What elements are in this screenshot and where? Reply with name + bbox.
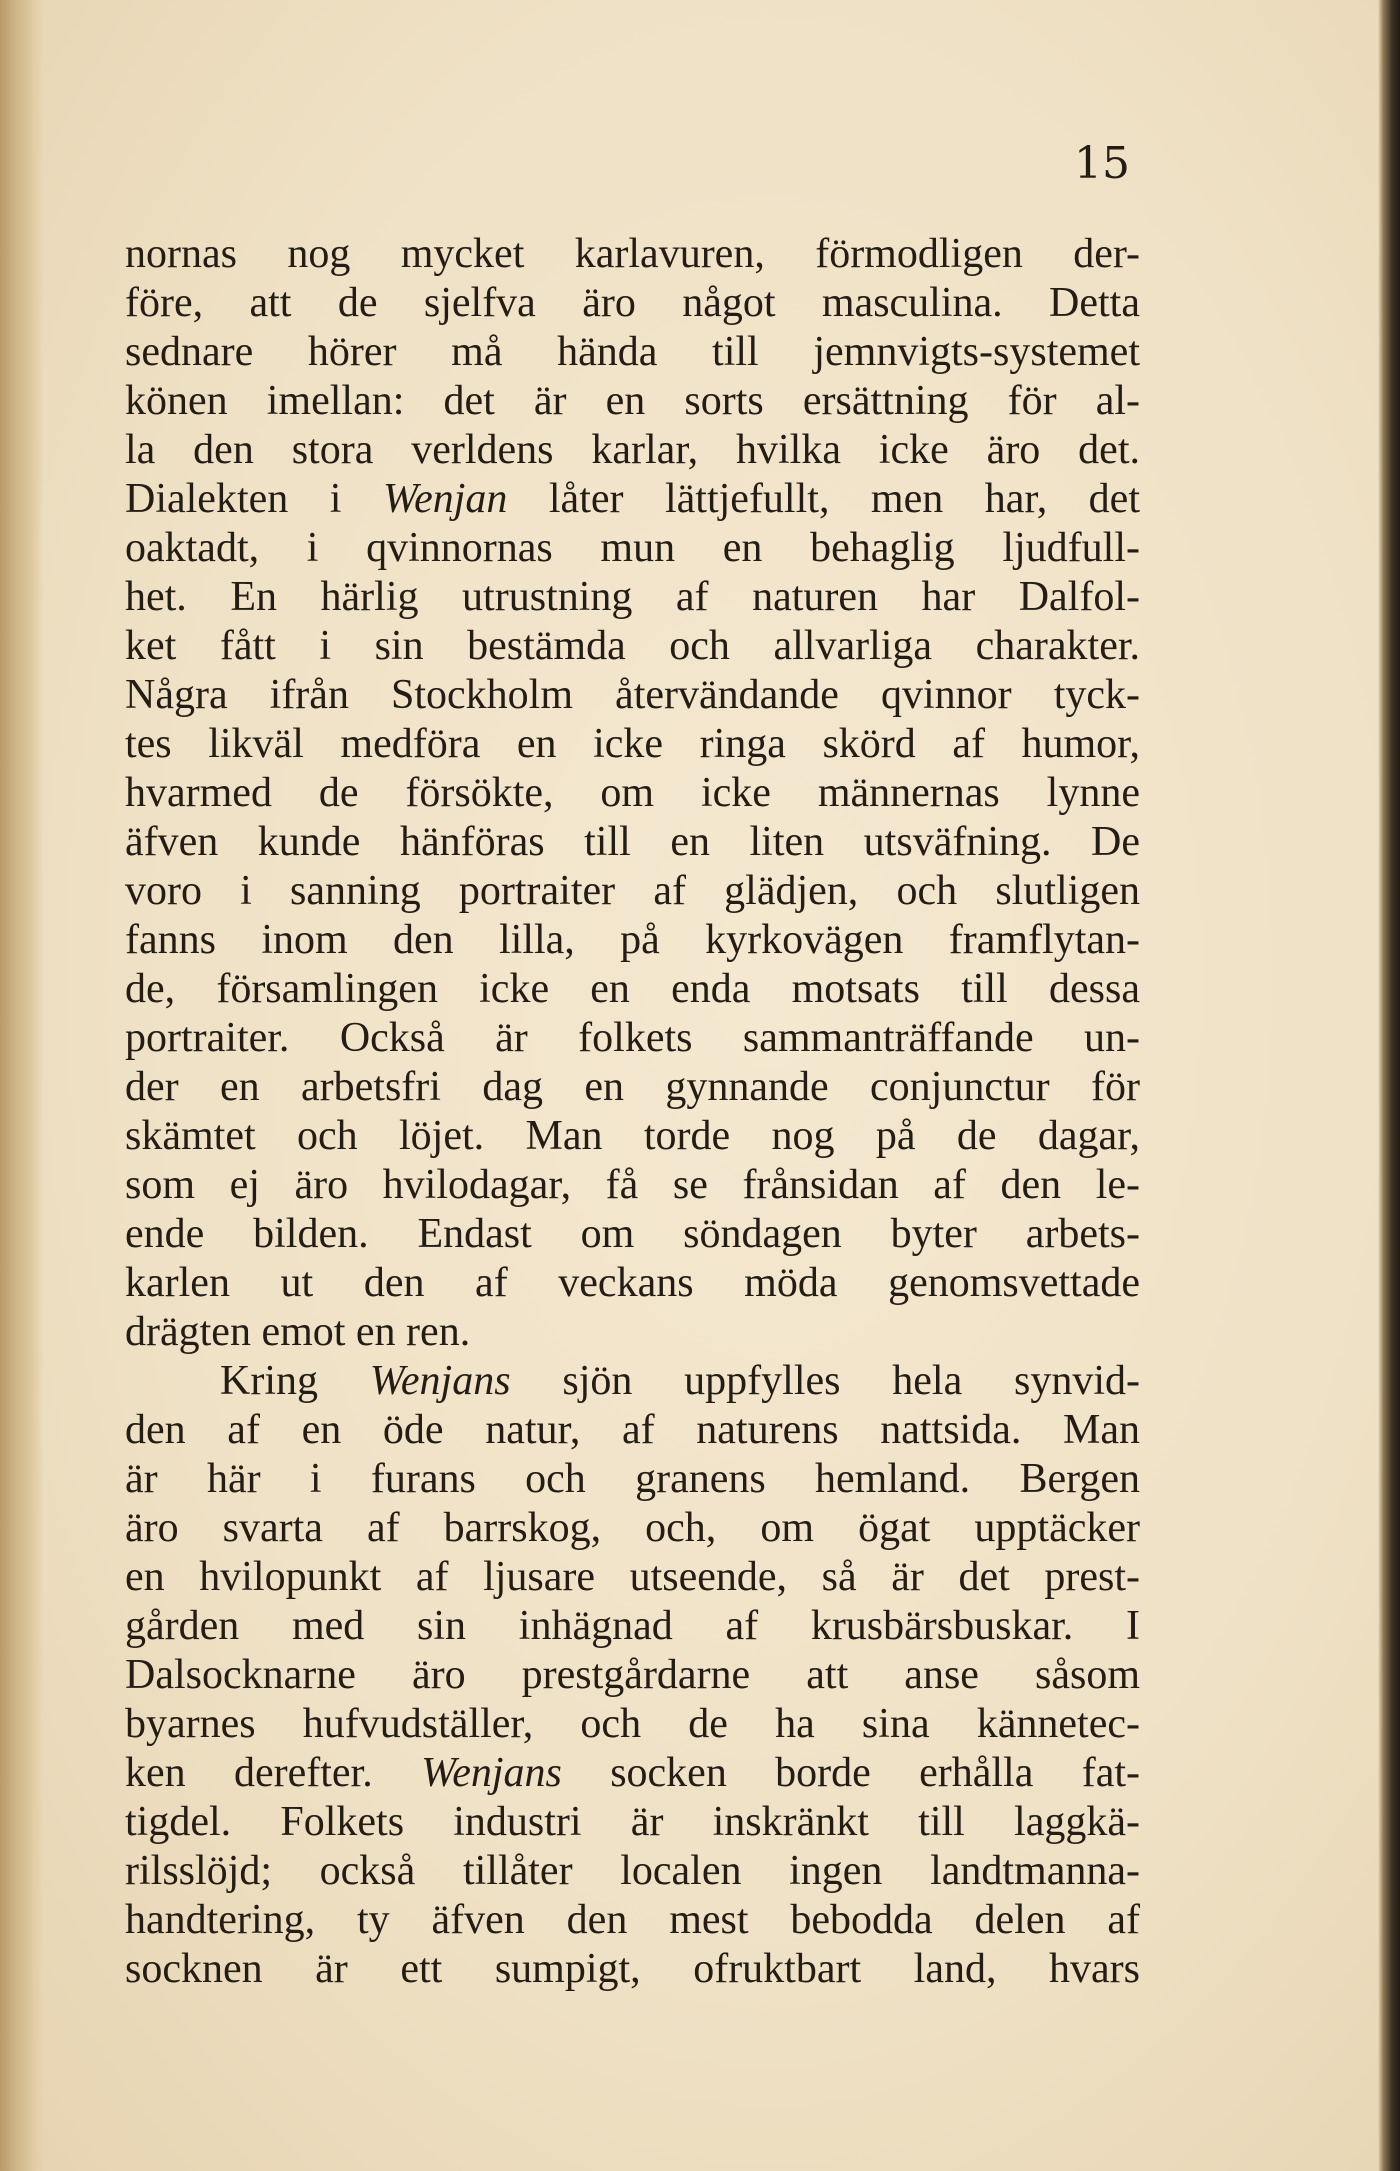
text-line	[125, 1798, 1140, 1847]
binding-gutter	[0, 0, 44, 2171]
text-line	[125, 1161, 1140, 1210]
page-edge-shadow	[1378, 0, 1400, 2171]
text-line	[125, 965, 1140, 1014]
text-line	[125, 1063, 1140, 1112]
text-line	[125, 671, 1140, 720]
text-segment: portraiter. Också är folkets sammanträffande un-	[125, 1015, 1140, 1061]
text-segment: ende bilden. Endast om söndagen byter arbets-	[125, 1211, 1140, 1257]
text-segment: nornas nog mycket karlavuren, förmodligen der-	[125, 231, 1140, 277]
text-segment: Kring	[220, 1358, 370, 1404]
text-segment: könen imellan: det är en sorts ersättning för al-	[125, 378, 1140, 424]
text-segment: Dialekten i	[125, 476, 383, 522]
text-segment: la den stora verldens karlar, hvilka icke äro det.	[125, 427, 1140, 473]
text-segment: sjön uppfylles hela synvid-	[510, 1358, 1140, 1404]
text-line	[125, 475, 1140, 524]
text-line	[125, 1112, 1140, 1161]
text-segment: före, att de sjelfva äro något masculina. Detta	[125, 280, 1140, 326]
text-segment: handtering, ty äfven den mest bebodda delen af	[125, 1897, 1140, 1943]
text-segment: äfven kunde hänföras till en liten utsväfning. De	[125, 819, 1140, 865]
text-line	[125, 1700, 1140, 1749]
text-line	[125, 230, 1140, 279]
text-line	[125, 377, 1140, 426]
text-segment: fanns inom den lilla, på kyrkovägen framflytan-	[125, 917, 1140, 963]
text-segment: sednare hörer må hända till jemnvigts-systemet	[125, 329, 1140, 375]
text-segment: karlen ut den af veckans möda genomsvettade	[125, 1260, 1140, 1306]
italic-place-name: Wenjans	[369, 1358, 511, 1404]
page-number: 15	[1074, 138, 1130, 189]
text-segment: Några ifrån Stockholm återvändande qvinnor tyck-	[125, 672, 1140, 718]
text-line	[125, 279, 1140, 328]
text-line	[125, 1357, 1140, 1406]
text-line	[125, 1602, 1140, 1651]
text-segment: voro i sanning portraiter af glädjen, och slutligen	[125, 868, 1140, 914]
text-segment: låter lättjefullt, men har, det	[507, 476, 1140, 522]
text-line	[125, 818, 1140, 867]
text-line	[125, 1504, 1140, 1553]
text-segment: ken derefter.	[125, 1750, 422, 1796]
text-line	[125, 1749, 1140, 1798]
text-segment: rilsslöjd; också tillåter localen ingen landtmanna-	[125, 1848, 1140, 1894]
text-segment: gården med sin inhägnad af krusbärsbuskar. I	[125, 1603, 1140, 1649]
text-segment: är här i furans och granens hemland. Bergen	[125, 1456, 1140, 1502]
text-segment: som ej äro hvilodagar, få se frånsidan af den le-	[125, 1162, 1140, 1208]
italic-place-name: Wenjans	[421, 1750, 562, 1796]
text-line	[125, 1455, 1140, 1504]
text-line	[125, 1210, 1140, 1259]
text-segment: oaktadt, i qvinnornas mun en behaglig ljudfull-	[125, 525, 1140, 571]
body-text	[125, 230, 1140, 1994]
text-line	[125, 1651, 1140, 1700]
text-segment: de, församlingen icke en enda motsats till dessa	[125, 966, 1140, 1012]
text-line	[125, 524, 1140, 573]
text-line	[125, 916, 1140, 965]
text-segment: den af en öde natur, af naturens nattsida. Man	[125, 1407, 1140, 1453]
text-line	[125, 1308, 1140, 1357]
text-segment: ket fått i sin bestämda och allvarliga charakter.	[125, 623, 1140, 669]
text-segment: der en arbetsfri dag en gynnande conjunctur för	[125, 1064, 1140, 1110]
text-line	[125, 1847, 1140, 1896]
text-line	[125, 426, 1140, 475]
text-line	[125, 1406, 1140, 1455]
text-segment: het. En härlig utrustning af naturen har Dalfol-	[125, 574, 1140, 620]
text-line	[125, 328, 1140, 377]
text-segment: skämtet och löjet. Man torde nog på de dagar,	[125, 1113, 1140, 1159]
text-segment: byarnes hufvudställer, och de ha sina kännetec-	[125, 1701, 1140, 1747]
text-line	[125, 1896, 1140, 1945]
text-segment: tes likväl medföra en icke ringa skörd af humor,	[125, 721, 1140, 767]
text-segment: äro svarta af barrskog, och, om ögat upptäcker	[125, 1505, 1140, 1551]
text-line	[125, 1014, 1140, 1063]
italic-place-name: Wenjan	[382, 476, 508, 522]
text-line	[125, 1945, 1140, 1994]
text-segment: en hvilopunkt af ljusare utseende, så är det prest-	[125, 1554, 1140, 1600]
text-segment: hvarmed de försökte, om icke männernas lynne	[125, 770, 1140, 816]
text-line	[125, 622, 1140, 671]
text-line	[125, 867, 1140, 916]
text-line	[125, 1553, 1140, 1602]
text-segment: socken borde erhålla fat-	[561, 1750, 1140, 1796]
text-line	[125, 769, 1140, 818]
text-segment: Dalsocknarne äro prestgårdarne att anse såsom	[125, 1652, 1140, 1698]
text-segment: tigdel. Folkets industri är inskränkt till laggkä-	[125, 1799, 1140, 1845]
text-segment: socknen är ett sumpigt, ofruktbart land, hvars	[125, 1946, 1140, 1992]
text-line	[125, 573, 1140, 622]
text-line	[125, 1259, 1140, 1308]
text-segment: drägten emot en ren.	[125, 1309, 471, 1355]
text-line	[125, 720, 1140, 769]
